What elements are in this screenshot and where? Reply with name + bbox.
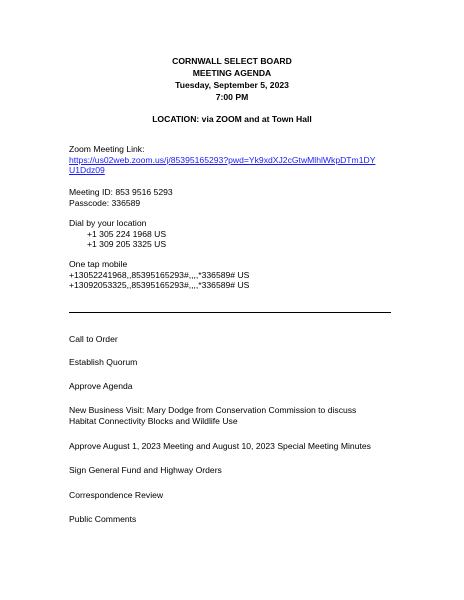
- board-name: CORNWALL SELECT BOARD: [172, 56, 292, 66]
- dial-number: +1 305 224 1968 US: [87, 228, 167, 239]
- dial-in-block: [69, 218, 166, 250]
- zoom-link-continued[interactable]: U1Ddz09: [69, 165, 105, 175]
- zoom-link[interactable]: https://us02web.zoom.us/j/85395165293?pwd=Yk9xdXJ2cGtwMlhlWkpDTm1DY: [69, 154, 376, 165]
- agenda-item-sign-orders: Sign General Fund and Highway Orders: [69, 465, 222, 475]
- agenda-item-establish-quorum: Establish Quorum: [69, 357, 138, 367]
- one-tap-number: +13092053325,,85395165293#,,,,*336589# US: [69, 280, 250, 290]
- meeting-credentials: [69, 187, 173, 208]
- agenda-item-call-to-order: Call to Order: [69, 334, 118, 344]
- zoom-link-label: Zoom Meeting Link:: [69, 144, 145, 154]
- dial-number: +1 309 205 3325 US: [87, 239, 167, 249]
- one-tap-block: [69, 259, 249, 291]
- agenda-item-approve-agenda: Approve Agenda: [69, 381, 133, 391]
- meeting-date: Tuesday, September 5, 2023: [175, 80, 289, 90]
- agenda-header: [0, 55, 464, 103]
- one-tap-label: One tap mobile: [69, 259, 128, 269]
- dial-label: Dial by your location: [69, 218, 147, 228]
- zoom-link-block: [69, 144, 375, 176]
- meeting-id: Meeting ID: 853 9516 5293: [69, 187, 173, 197]
- meeting-location: LOCATION: via ZOOM and at Town Hall: [152, 114, 312, 124]
- passcode: Passcode: 336589: [69, 197, 141, 208]
- one-tap-number: +13052241968,,85395165293#,,,,*336589# US: [69, 269, 250, 280]
- meeting-time: 7:00 PM: [215, 92, 249, 102]
- agenda-item-approve-minutes: Approve August 1, 2023 Meeting and August 10, 2023 Special Meeting Minutes: [69, 441, 371, 451]
- agenda-item-public-comments: Public Comments: [69, 514, 137, 524]
- document-title: MEETING AGENDA: [192, 68, 272, 78]
- agenda-item-new-business: [69, 405, 356, 426]
- divider: [69, 312, 391, 313]
- agenda-item-correspondence: Correspondence Review: [69, 490, 164, 500]
- agenda-item-new-business-line1: New Business Visit: Mary Dodge from Conservation Commission to discuss: [69, 405, 357, 415]
- agenda-item-new-business-line2: Habitat Connectivity Blocks and Wildlife Use: [69, 415, 238, 426]
